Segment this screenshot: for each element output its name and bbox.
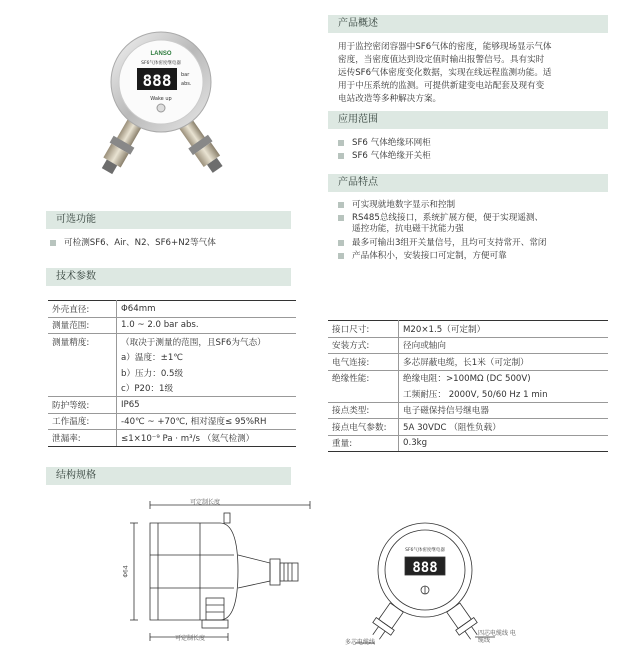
overview-line: 远传SF6气体密度变化数据，实现在线远程监测功能。适 [338,68,552,78]
spec-value: c）P20：1级 [121,384,174,395]
spec-value: ≤1×10⁻⁹ Pa · m³/s （氦气检测） [117,430,297,447]
features-heading: 产品特点 [328,174,608,192]
tech-heading: 技术参数 [46,268,291,286]
overview-line: 用于监控密闭容器中SF6气体的密度，能够现场显示气体 [338,42,552,52]
spec-key [328,386,399,402]
feature-item: 最多可输出3组开关量信号，且均可支持常开、常闭 [338,237,547,249]
spec-key: 接点类型: [328,402,399,419]
device-title: SF6气体密度继电器 [141,61,181,66]
spec-key: 电气连接: [328,354,399,371]
application-heading: 应用范围 [328,111,608,129]
device-brand: LANSO [150,51,172,57]
front-label-left: 多芯电缆线 [345,639,376,646]
spec-value: M20×1.5（可定制） [399,321,609,338]
spec-value: a）温度：±1℃ [121,353,183,364]
spec-value: 多芯屏蔽电缆，长1米（可定制） [399,354,609,371]
feature-item: 可实现就地数字显示和控制 [338,199,455,211]
spec-key: 防护等级: [48,397,117,414]
spec-value: 绝缘电阻：>100MΩ (DC 500V) [399,370,609,386]
front-view-title: SF6气体密度继电器 [405,548,445,553]
overview-line: 电站改造等多种解决方案。 [338,94,442,104]
spec-key: 绝缘性能: [328,370,399,386]
optional-item: 可检测SF6、Air、N2、SF6+N2等气体 [50,237,216,249]
spec-key: 重量: [328,435,399,452]
feature-item: RS485总线接口，系统扩展方便，便于实现遥测、 [338,212,543,224]
device-unit-bar: bar [181,72,190,78]
side-view-drawing [120,495,320,655]
tech-table [48,300,296,447]
device-wakeup: Wake up [150,96,172,102]
spec-key: 安装方式: [328,337,399,354]
spec-value: 径向或轴向 [399,337,609,354]
overview-heading: 产品概述 [328,15,608,33]
spec-key: 测量范围: [48,317,117,334]
spec-key: 接点电气参数: [328,419,399,436]
spec-value: b）压力：0.5级 [121,368,184,379]
structure-heading: 结构规格 [46,467,291,485]
optional-heading: 可选功能 [46,211,291,229]
spec-value: -40℃ ~ +70℃, 相对湿度≤ 95%RH [117,413,297,430]
overview-text [338,41,608,106]
front-label-right: 四芯电缆线 电缆线 [478,630,516,644]
spec-key: 测量精度: [48,334,117,350]
overview-line: 密度，当密度值达到设定值时输出报警信号。具有实时 [338,55,545,65]
spec-key: 泄漏率: [48,430,117,447]
spec-key: 接口尺寸: [328,321,399,338]
spec-key [48,381,117,397]
spec-value: 电子磁保持信号继电器 [399,402,609,419]
overview-line: 用于中压系统的监测。可提供新建变电站配套及现有变 [338,81,545,91]
feature-item-cont: 遥控功能，抗电磁干扰能力强 [352,224,464,234]
spec-key: 外壳直径: [48,301,117,318]
spec-value: 5A 30VDC （阻性负载） [399,419,609,436]
device-photo [85,30,235,185]
spec-value: 1.0 ~ 2.0 bar abs. [117,317,297,334]
device-unit-abs: abs. [181,81,192,87]
spec-key [48,365,117,381]
spec-value: IP65 [117,397,297,414]
front-view-readout: 888 [412,560,438,576]
spec-key: 工作温度: [48,413,117,430]
spec-value: （取决于测量的范围，且SF6为气态） [117,334,297,350]
dim-bottom-label: 可定制长度 [175,635,206,642]
feature-item: 产品体积小，安装接口可定制，方便可靠 [338,250,507,262]
spec-value: Φ64mm [117,301,297,318]
application-item: SF6 气体绝缘环网柜 [338,137,431,149]
dim-side-label: Φ64 [122,565,130,578]
application-item: SF6 气体绝缘开关柜 [338,150,431,162]
spec-key [48,350,117,366]
spec-value: 工频耐压： 2000V, 50/60 Hz 1 min [403,389,548,400]
spec-value: 0.3kg [399,435,609,452]
device-readout: 888 [142,71,172,90]
dim-top-label: 可定制长度 [190,499,221,506]
tech-table-2 [328,320,608,452]
